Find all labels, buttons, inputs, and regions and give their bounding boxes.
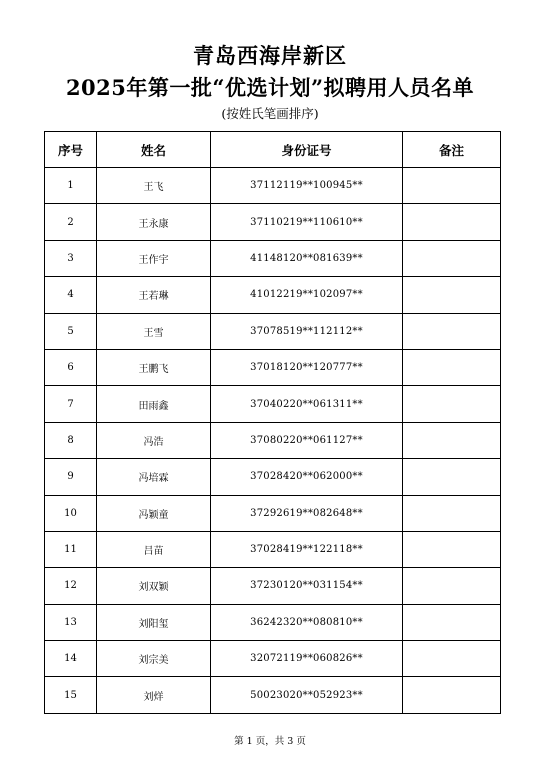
row-remarks xyxy=(403,349,501,385)
table-row xyxy=(45,277,501,313)
row-remarks xyxy=(403,677,501,713)
row-name: 王作宇 xyxy=(97,240,211,276)
row-number: 2 xyxy=(45,204,97,240)
personnel-table xyxy=(44,131,501,714)
row-id-number: 37028419**122118** xyxy=(211,531,403,567)
row-id-number: 37110219**110610** xyxy=(211,204,403,240)
page-subtitle: (按姓氏笔画排序) xyxy=(221,106,319,121)
row-remarks xyxy=(403,495,501,531)
row-number: 3 xyxy=(45,240,97,276)
row-id-number: 37040220**061311** xyxy=(211,386,403,422)
row-number: 15 xyxy=(45,677,97,713)
row-name: 王飞 xyxy=(97,168,211,204)
row-name: 王若琳 xyxy=(97,277,211,313)
row-remarks xyxy=(403,568,501,604)
row-remarks xyxy=(403,313,501,349)
row-name: 冯颖童 xyxy=(97,495,211,531)
row-remarks xyxy=(403,459,501,495)
table-row xyxy=(45,459,501,495)
table-row xyxy=(45,240,501,276)
page-title-line-1: 青岛西海岸新区 xyxy=(193,43,347,68)
table-header-row xyxy=(45,132,501,168)
row-id-number: 37028420**062000** xyxy=(211,459,403,495)
row-number: 12 xyxy=(45,568,97,604)
row-name: 王雪 xyxy=(97,313,211,349)
row-number: 5 xyxy=(45,313,97,349)
page-number-footer: 第 1 页，共 3 页 xyxy=(234,736,306,747)
row-id-number: 37018120**120777** xyxy=(211,349,403,385)
row-number: 8 xyxy=(45,422,97,458)
row-id-number: 37112119**100945** xyxy=(211,168,403,204)
table-row xyxy=(45,349,501,385)
table-row xyxy=(45,531,501,567)
table-row xyxy=(45,495,501,531)
table-row xyxy=(45,677,501,713)
row-name: 吕苗 xyxy=(97,531,211,567)
row-name: 刘宗美 xyxy=(97,641,211,677)
column-header-id-number: 身份证号 xyxy=(211,132,403,168)
row-remarks xyxy=(403,641,501,677)
row-name: 刘烊 xyxy=(97,677,211,713)
row-remarks xyxy=(403,168,501,204)
row-remarks xyxy=(403,422,501,458)
row-number: 14 xyxy=(45,641,97,677)
row-number: 10 xyxy=(45,495,97,531)
row-id-number: 32072119**060826** xyxy=(211,641,403,677)
row-id-number: 37230120**031154** xyxy=(211,568,403,604)
row-number: 13 xyxy=(45,604,97,640)
row-remarks xyxy=(403,204,501,240)
table-row xyxy=(45,568,501,604)
table-row xyxy=(45,168,501,204)
row-number: 4 xyxy=(45,277,97,313)
page-title-line-2: 2025年第一批“优选计划”拟聘用人员名单 xyxy=(65,75,475,100)
row-id-number: 50023020**052923** xyxy=(211,677,403,713)
table-row xyxy=(45,386,501,422)
table-row xyxy=(45,204,501,240)
row-name: 王永康 xyxy=(97,204,211,240)
row-id-number: 41148120**081639** xyxy=(211,240,403,276)
row-number: 11 xyxy=(45,531,97,567)
row-number: 9 xyxy=(45,459,97,495)
row-number: 1 xyxy=(45,168,97,204)
column-header-remarks: 备注 xyxy=(403,132,501,168)
row-remarks xyxy=(403,531,501,567)
row-name: 刘双颖 xyxy=(97,568,211,604)
row-name: 冯培霖 xyxy=(97,459,211,495)
row-name: 冯浩 xyxy=(97,422,211,458)
row-remarks xyxy=(403,386,501,422)
column-header-name: 姓名 xyxy=(97,132,211,168)
table-row xyxy=(45,641,501,677)
row-id-number: 36242320**080810** xyxy=(211,604,403,640)
row-id-number: 37078519**112112** xyxy=(211,313,403,349)
row-id-number: 37292619**082648** xyxy=(211,495,403,531)
table-row xyxy=(45,313,501,349)
row-id-number: 37080220**061127** xyxy=(211,422,403,458)
row-number: 6 xyxy=(45,349,97,385)
row-name: 刘阳玺 xyxy=(97,604,211,640)
row-name: 田雨鑫 xyxy=(97,386,211,422)
row-remarks xyxy=(403,277,501,313)
table-row xyxy=(45,422,501,458)
row-id-number: 41012219**102097** xyxy=(211,277,403,313)
row-remarks xyxy=(403,240,501,276)
table-row xyxy=(45,604,501,640)
column-header-number: 序号 xyxy=(45,132,97,168)
row-number: 7 xyxy=(45,386,97,422)
row-remarks xyxy=(403,604,501,640)
row-name: 王鹏飞 xyxy=(97,349,211,385)
